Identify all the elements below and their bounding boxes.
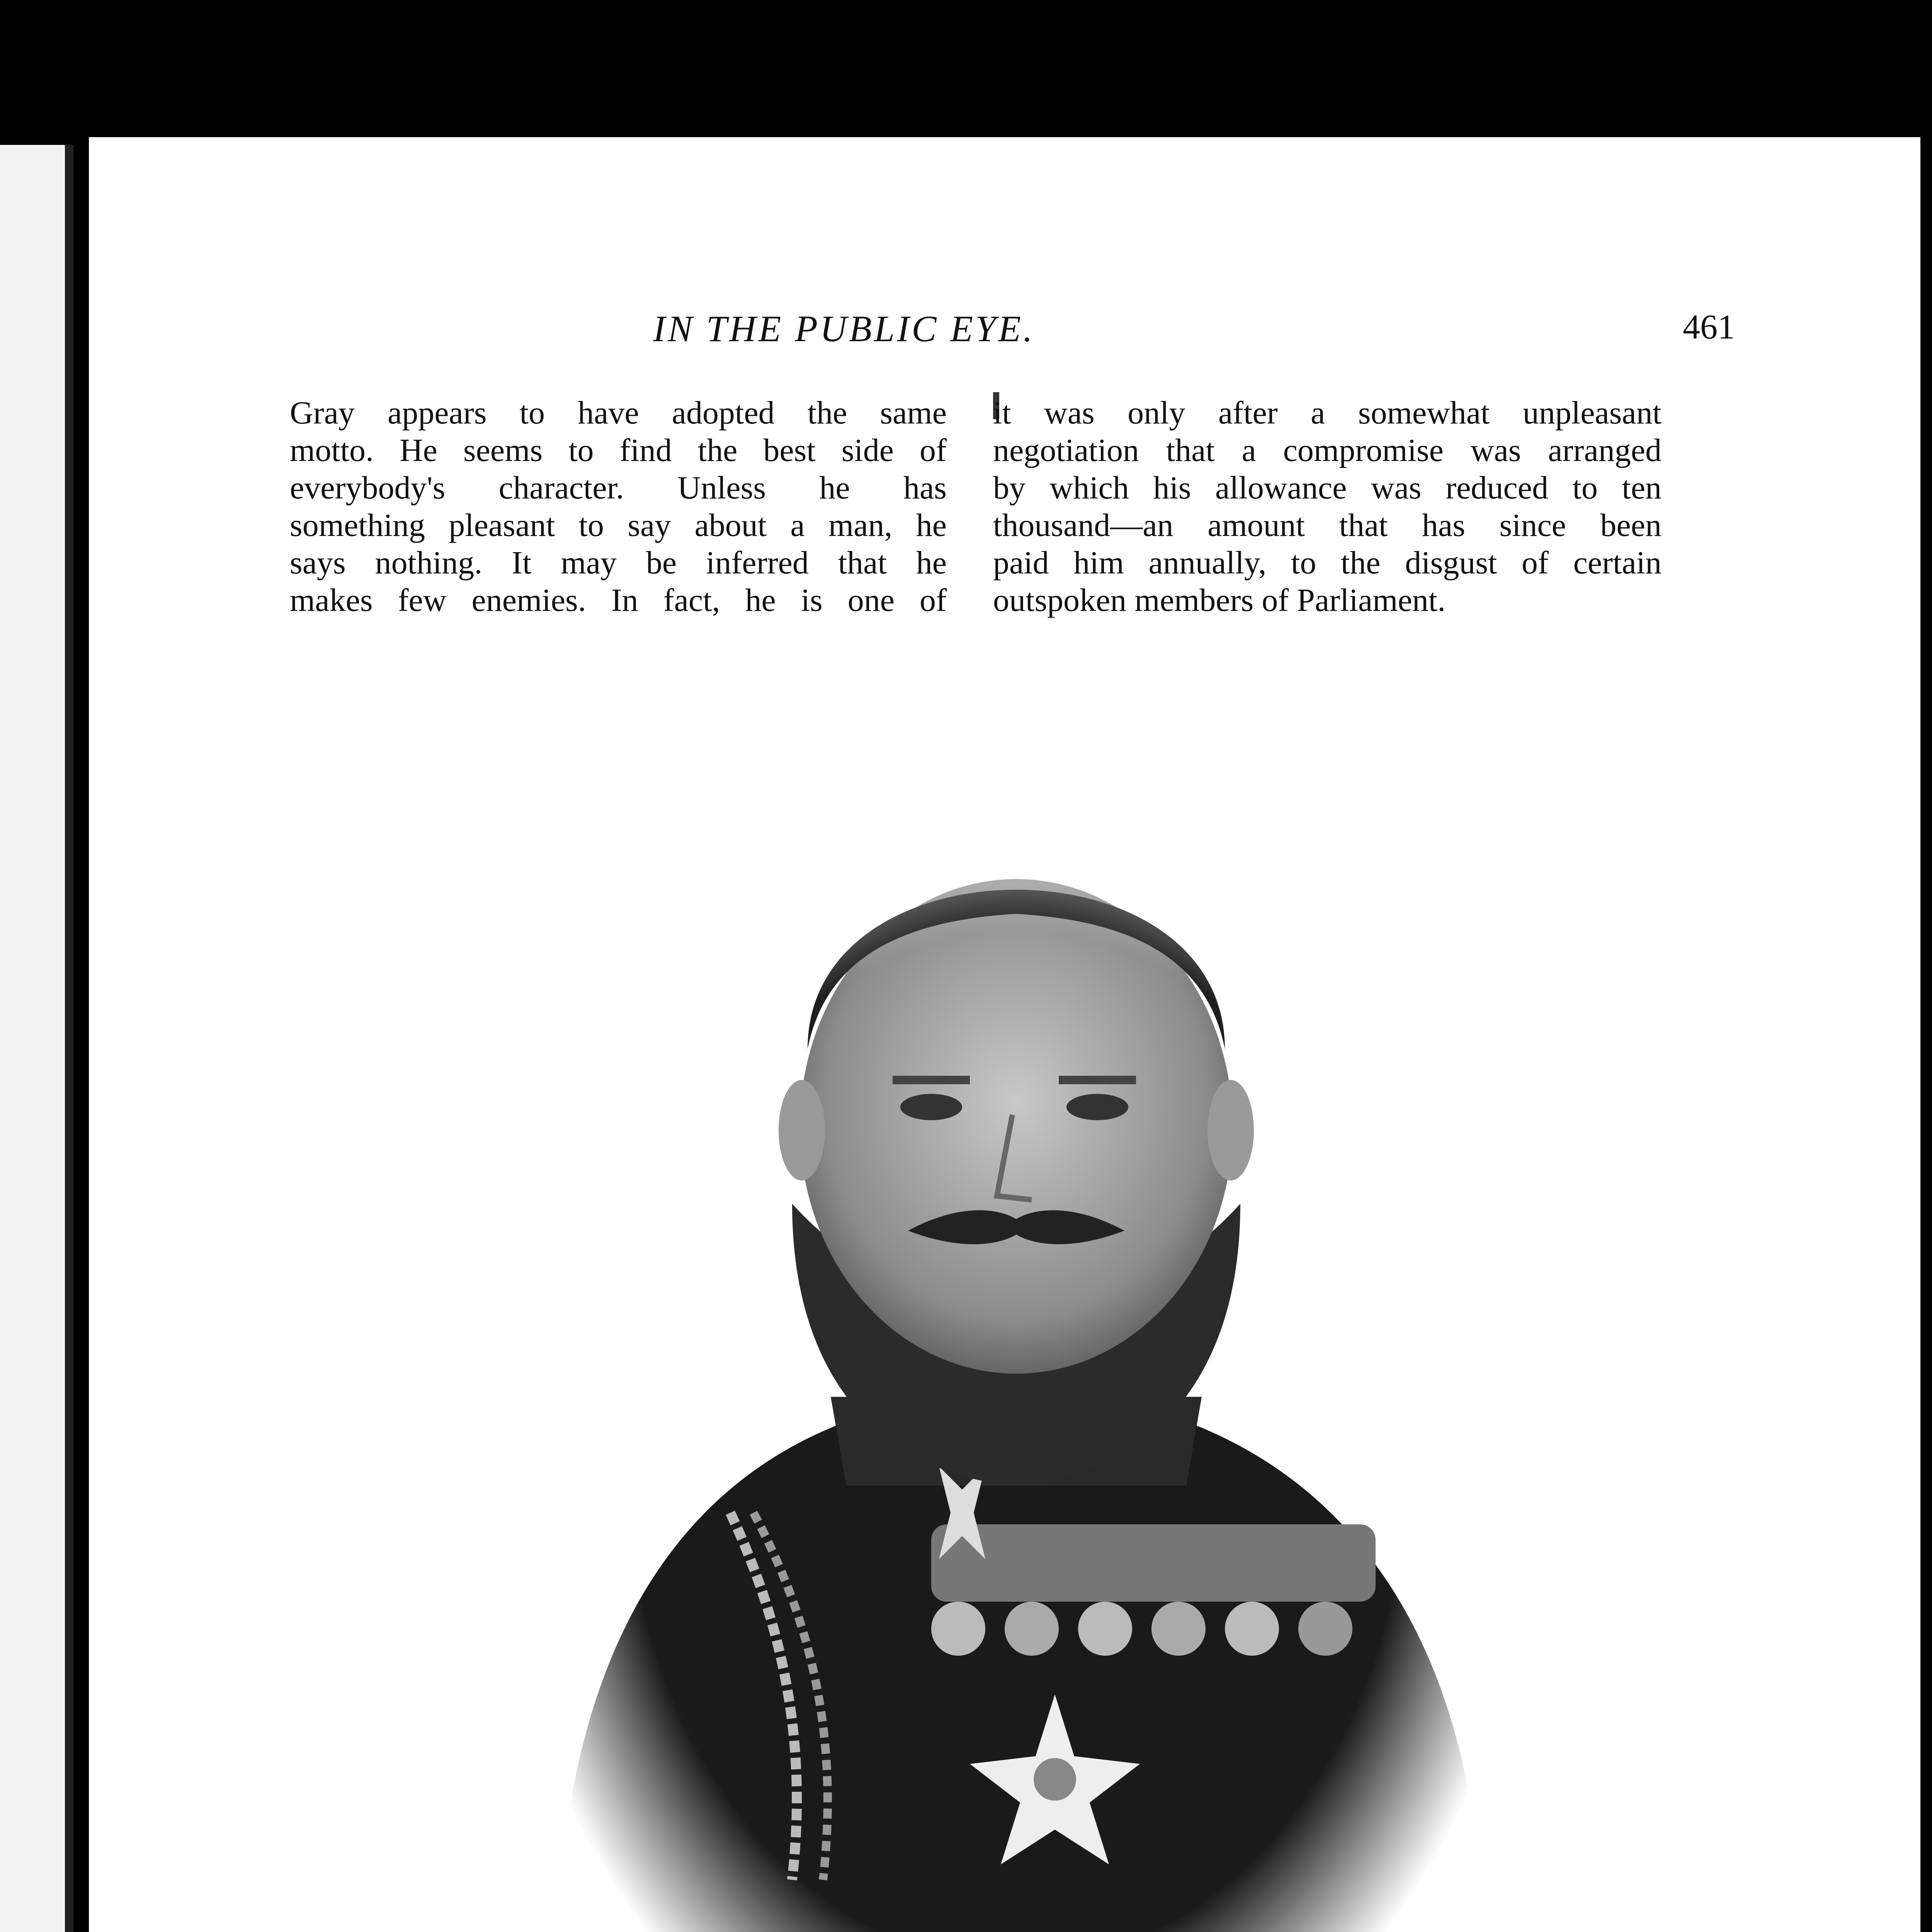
text-line: by which his allowance was reduced to ten xyxy=(993,470,1662,506)
text-line: Gray appears to have adopted the same xyxy=(290,395,947,431)
text-line: thousand—an amount that has since been xyxy=(993,507,1662,543)
text-line: it was only after a somewhat unpleasant xyxy=(993,395,1662,431)
portrait-engraving xyxy=(514,721,1519,1932)
text-line: outspoken members of Parliament. xyxy=(993,582,1446,618)
text-column-top-right xyxy=(993,394,1662,619)
text-line: everybody's character. Unless he has xyxy=(290,470,947,506)
page-number: 461 xyxy=(1683,308,1735,346)
text-line: paid him annually, to the disgust of certain xyxy=(993,545,1662,581)
text-line: says nothing. It may be inferred that he xyxy=(290,545,947,581)
facing-page-edge xyxy=(0,145,73,1932)
text-line: makes few enemies. In fact, he is one of xyxy=(290,582,947,618)
running-title: IN THE PUBLIC EYE. xyxy=(653,308,1035,349)
magazine-page xyxy=(89,137,1920,1932)
text-line: motto. He seems to find the best side of xyxy=(290,432,947,468)
book-gutter xyxy=(65,145,73,1932)
text-line: negotiation that a compromise was arranged xyxy=(993,432,1662,468)
running-header xyxy=(89,307,1920,354)
text-column-top-left xyxy=(290,394,947,619)
text-line: something pleasant to say about a man, he xyxy=(290,507,947,543)
portrait-duke-of-coburg xyxy=(514,721,1519,1932)
